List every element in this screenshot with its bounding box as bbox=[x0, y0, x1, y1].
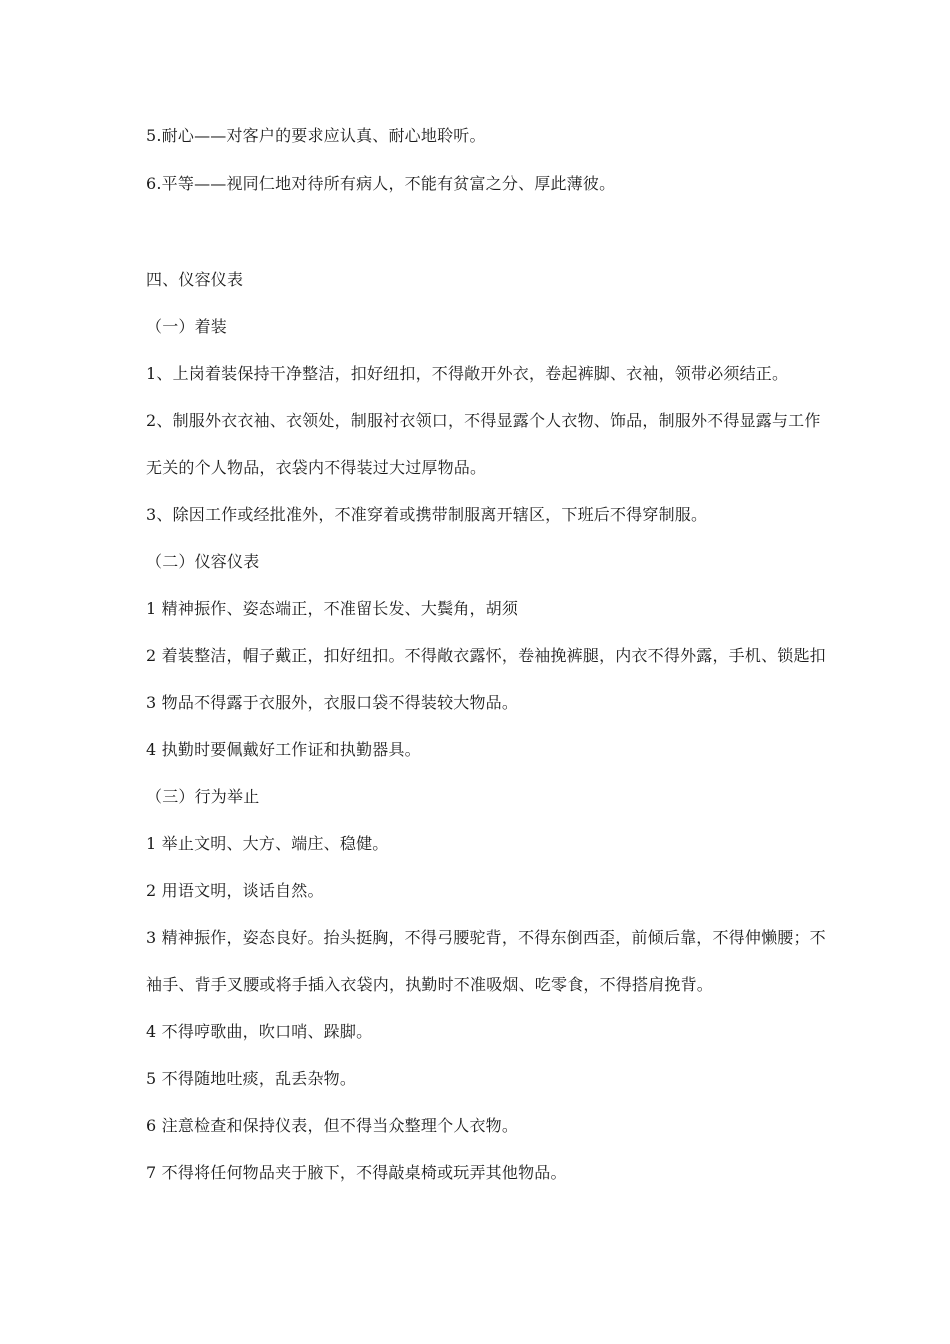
text-line: 3 精神振作，姿态良好。抬头挺胸，不得弓腰驼背，不得东倒西歪，前倾后靠，不得伸懒腰；不 bbox=[146, 928, 826, 947]
text-line: 2 着装整洁，帽子戴正，扣好纽扣。不得敞衣露怀，卷袖挽裤腿，内衣不得外露，手机、锁匙扣 bbox=[146, 646, 826, 665]
text-line: 2 用语文明，谈话自然。 bbox=[146, 881, 324, 900]
text-line: 1、上岗着装保持干净整洁，扣好纽扣，不得敞开外衣，卷起裤脚、衣袖，领带必须结正。 bbox=[146, 364, 789, 383]
text-line-patience: 5.耐心——对客户的要求应认真、耐心地聆听。 bbox=[146, 126, 486, 145]
text-line: 6 注意检查和保持仪表，但不得当众整理个人衣物。 bbox=[146, 1116, 519, 1135]
text-line: 4 不得哼歌曲，吹口哨、跺脚。 bbox=[146, 1022, 373, 1041]
text-line: 2、制服外衣衣袖、衣领处，制服衬衣领口，不得显露个人衣物、饰品，制服外不得显露与工作 bbox=[146, 411, 821, 430]
section-heading-appearance: 四、仪容仪表 bbox=[146, 270, 244, 289]
text-line: 袖手、背手叉腰或将手插入衣袋内，执勤时不准吸烟、吃零食，不得搭肩挽背。 bbox=[146, 975, 714, 994]
text-line: 1 举止文明、大方、端庄、稳健。 bbox=[146, 834, 389, 853]
text-line: 3、除因工作或经批准外，不准穿着或携带制服离开辖区，下班后不得穿制服。 bbox=[146, 505, 708, 524]
text-line: 7 不得将任何物品夹于腋下，不得敲桌椅或玩弄其他物品。 bbox=[146, 1163, 567, 1182]
subheading-behavior: （三）行为举止 bbox=[146, 787, 260, 806]
text-line: 3 物品不得露于衣服外，衣服口袋不得装较大物品。 bbox=[146, 693, 519, 712]
text-line: 1 精神振作、姿态端正，不准留长发、大鬓角，胡须 bbox=[146, 599, 519, 618]
text-line-equality: 6.平等——视同仁地对待所有病人，不能有贫富之分、厚此薄彼。 bbox=[146, 174, 616, 193]
subheading-attire: （一）着装 bbox=[146, 317, 228, 336]
text-line: 无关的个人物品，衣袋内不得装过大过厚物品。 bbox=[146, 458, 487, 477]
text-line: 4 执勤时要佩戴好工作证和执勤器具。 bbox=[146, 740, 421, 759]
subheading-grooming: （二）仪容仪表 bbox=[146, 552, 260, 571]
text-line: 5 不得随地吐痰，乱丢杂物。 bbox=[146, 1069, 357, 1088]
